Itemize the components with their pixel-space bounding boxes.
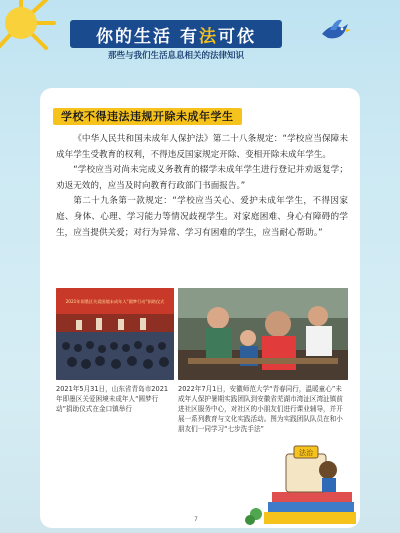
page-title: 你的生活 有法可依 (96, 26, 256, 47)
stage-banner-text: 2021年即墨区关爱困境未成年人“圆梦行动”捐助仪式 (65, 299, 165, 304)
caption-right: 2022年7月1日，安徽师范大学“青春同行，温暖童心”未成年人保护暑期实践团队到安徽省芜湖市湾沚区湾沚镇前进社区服务中心，对社区的小朋友们进行课业辅导，并开展一系列教育与文化实践活动。图为实践团队队员在和小朋友们一同学习“七步洗手法” (178, 385, 343, 433)
article-paragraph: 《中华人民共和国未成年人保护法》第二十八条规定：“学校应当保障未成年学生受教育的权利，不得违反国家规定开除、变相开除未成年学生。 (56, 134, 348, 160)
caption-left: 2021年5月31日，山东省青岛市2021年即墨区关爱困境未成年人“圆梦行动”捐助仪式在金口镇举行 (56, 385, 169, 413)
article-paragraph: 第二十九条第一款规定：“学校应当关心、爱护未成年学生，不得因家庭、身体、心理、学习能力等情况歧视学生。对家庭困难、身心有障碍的学生，应当提供关爱；对行为异常、学习有困难的学生，应当耐心帮助。” (56, 196, 348, 238)
page-subtitle: 那些与我们生活息息相关的法律知识 (107, 51, 244, 61)
bird-icon (318, 14, 352, 48)
header-banner (70, 20, 282, 48)
book-sign-text: 法治 (299, 449, 313, 457)
books-illustration (242, 436, 360, 528)
article-body (56, 132, 348, 241)
tutoring-photo (178, 288, 348, 380)
sun-decoration (0, 0, 56, 58)
page-number: 7 (194, 516, 198, 523)
ceremony-photo (56, 288, 174, 380)
section-title: 学校不得违法违规开除未成年学生 (53, 108, 242, 125)
article-paragraph: “学校应当对尚未完成义务教育的辍学未成年学生进行登记并劝返复学；劝返无效的，应当及时向教育行政部门书面报告。” (56, 165, 348, 191)
